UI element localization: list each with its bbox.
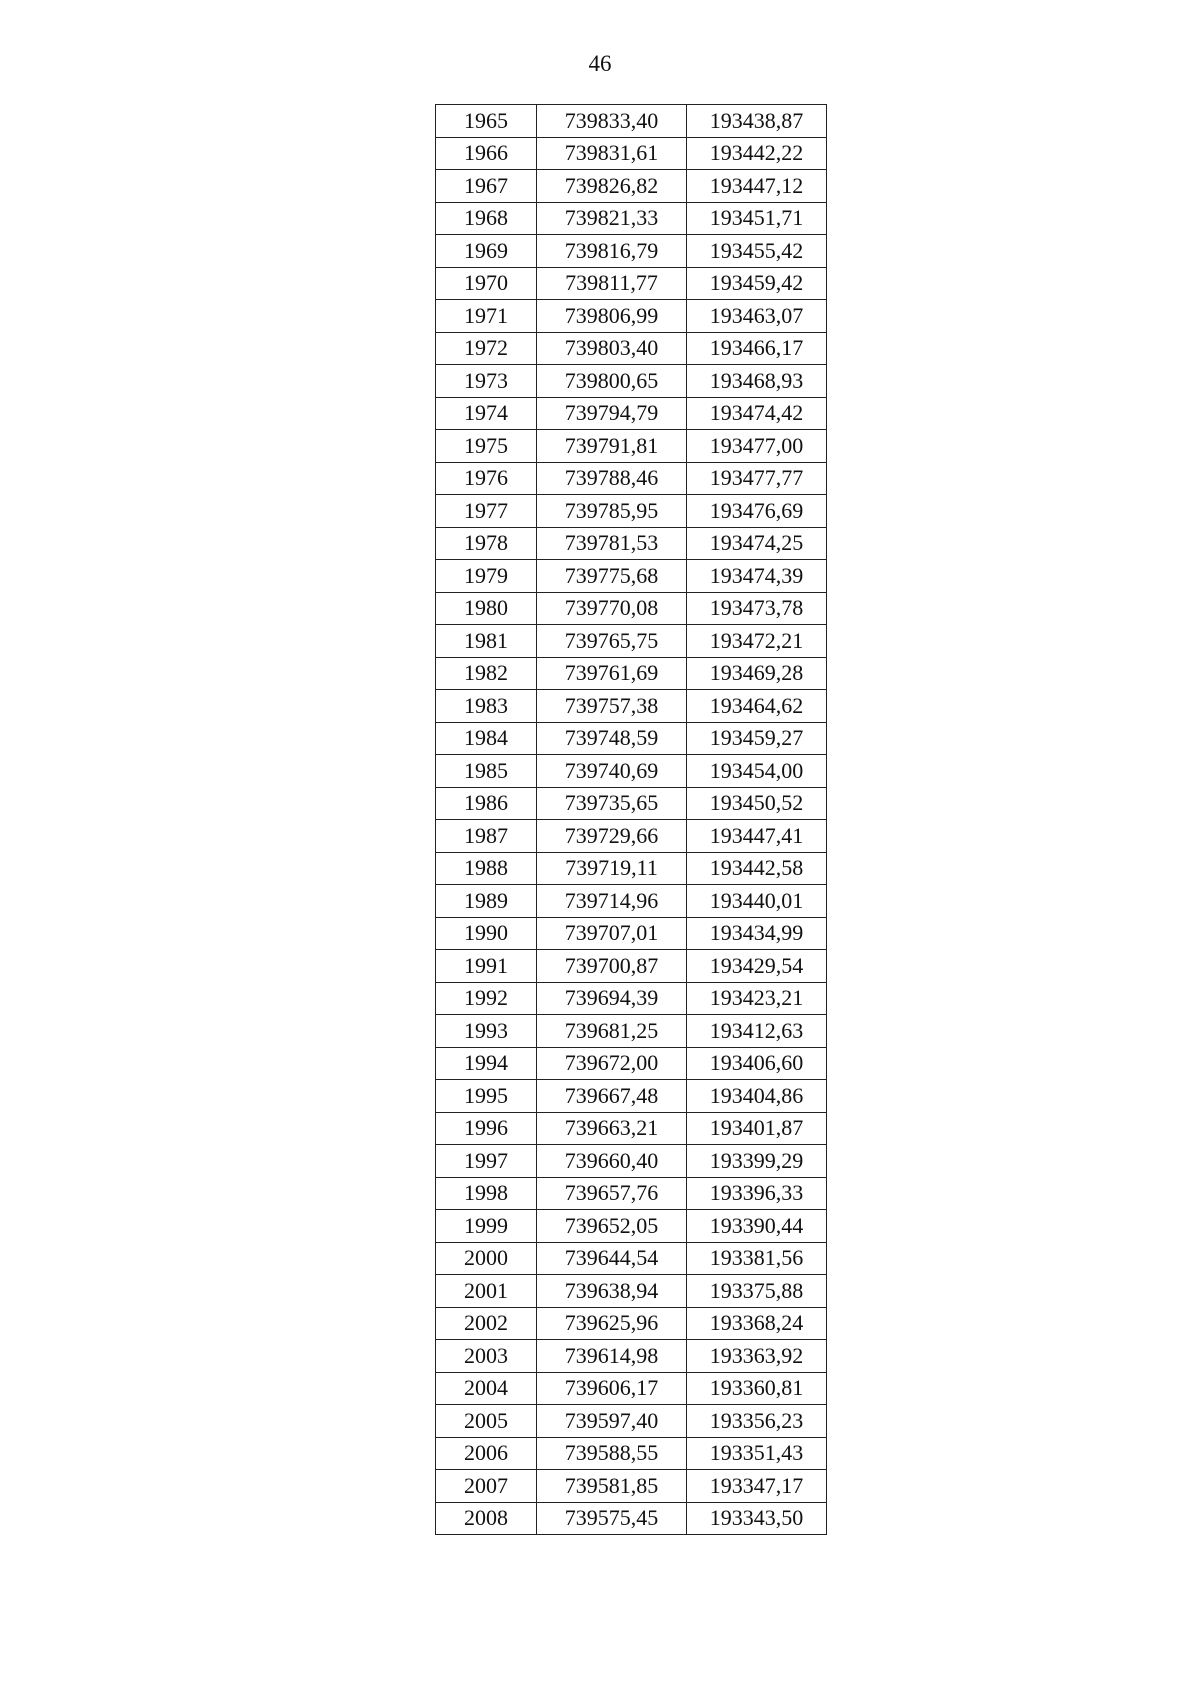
y-coordinate-cell: 193454,00 [687, 755, 827, 788]
table-row [436, 235, 827, 268]
y-coordinate-cell: 193429,54 [687, 950, 827, 983]
table-row [436, 1275, 827, 1308]
point-number-cell: 1977 [436, 495, 537, 528]
point-number-cell: 1976 [436, 462, 537, 495]
table-row [436, 690, 827, 723]
x-coordinate-cell: 739672,00 [537, 1047, 687, 1080]
x-coordinate-cell: 739748,59 [537, 722, 687, 755]
point-number-cell: 1987 [436, 820, 537, 853]
x-coordinate-cell: 739794,79 [537, 397, 687, 430]
x-coordinate-cell: 739660,40 [537, 1145, 687, 1178]
point-number-cell: 2001 [436, 1275, 537, 1308]
x-coordinate-cell: 739714,96 [537, 885, 687, 918]
table-row [436, 397, 827, 430]
y-coordinate-cell: 193474,25 [687, 527, 827, 560]
point-number-cell: 1967 [436, 170, 537, 203]
y-coordinate-cell: 193466,17 [687, 332, 827, 365]
table-row [436, 202, 827, 235]
point-number-cell: 1985 [436, 755, 537, 788]
point-number-cell: 1991 [436, 950, 537, 983]
y-coordinate-cell: 193451,71 [687, 202, 827, 235]
x-coordinate-cell: 739667,48 [537, 1080, 687, 1113]
x-coordinate-cell: 739657,76 [537, 1177, 687, 1210]
point-number-cell: 1997 [436, 1145, 537, 1178]
y-coordinate-cell: 193351,43 [687, 1437, 827, 1470]
y-coordinate-cell: 193477,00 [687, 430, 827, 463]
point-number-cell: 1971 [436, 300, 537, 333]
x-coordinate-cell: 739597,40 [537, 1405, 687, 1438]
y-coordinate-cell: 193423,21 [687, 982, 827, 1015]
x-coordinate-cell: 739707,01 [537, 917, 687, 950]
table-row [436, 105, 827, 138]
x-coordinate-cell: 739821,33 [537, 202, 687, 235]
table-row [436, 267, 827, 300]
x-coordinate-cell: 739729,66 [537, 820, 687, 853]
point-number-cell: 1998 [436, 1177, 537, 1210]
point-number-cell: 1970 [436, 267, 537, 300]
y-coordinate-cell: 193343,50 [687, 1502, 827, 1535]
table-row [436, 1177, 827, 1210]
x-coordinate-cell: 739788,46 [537, 462, 687, 495]
table-row [436, 430, 827, 463]
table-row [436, 1080, 827, 1113]
table-row [436, 1047, 827, 1080]
table-row [436, 1372, 827, 1405]
point-number-cell: 1999 [436, 1210, 537, 1243]
table-row [436, 170, 827, 203]
y-coordinate-cell: 193438,87 [687, 105, 827, 138]
x-coordinate-cell: 739811,77 [537, 267, 687, 300]
point-number-cell: 1996 [436, 1112, 537, 1145]
y-coordinate-cell: 193412,63 [687, 1015, 827, 1048]
table-row [436, 1340, 827, 1373]
x-coordinate-cell: 739785,95 [537, 495, 687, 528]
x-coordinate-cell: 739740,69 [537, 755, 687, 788]
x-coordinate-cell: 739614,98 [537, 1340, 687, 1373]
point-number-cell: 1995 [436, 1080, 537, 1113]
point-number-cell: 1979 [436, 560, 537, 593]
table-row [436, 527, 827, 560]
point-number-cell: 1993 [436, 1015, 537, 1048]
y-coordinate-cell: 193406,60 [687, 1047, 827, 1080]
y-coordinate-cell: 193440,01 [687, 885, 827, 918]
x-coordinate-cell: 739606,17 [537, 1372, 687, 1405]
table-row [436, 625, 827, 658]
table-row [436, 300, 827, 333]
y-coordinate-cell: 193455,42 [687, 235, 827, 268]
point-number-cell: 1968 [436, 202, 537, 235]
x-coordinate-cell: 739831,61 [537, 137, 687, 170]
x-coordinate-cell: 739791,81 [537, 430, 687, 463]
y-coordinate-cell: 193447,12 [687, 170, 827, 203]
table-row [436, 917, 827, 950]
point-number-cell: 2005 [436, 1405, 537, 1438]
point-number-cell: 1972 [436, 332, 537, 365]
point-number-cell: 1982 [436, 657, 537, 690]
y-coordinate-cell: 193476,69 [687, 495, 827, 528]
point-number-cell: 2006 [436, 1437, 537, 1470]
table-row [436, 982, 827, 1015]
table-row [436, 1470, 827, 1503]
y-coordinate-cell: 193459,27 [687, 722, 827, 755]
y-coordinate-cell: 193474,42 [687, 397, 827, 430]
table-row [436, 1112, 827, 1145]
y-coordinate-cell: 193464,62 [687, 690, 827, 723]
table-row [436, 1210, 827, 1243]
table-row [436, 1502, 827, 1535]
table-row [436, 332, 827, 365]
table-row [436, 1145, 827, 1178]
point-number-cell: 1969 [436, 235, 537, 268]
x-coordinate-cell: 739781,53 [537, 527, 687, 560]
point-number-cell: 1994 [436, 1047, 537, 1080]
point-number-cell: 1966 [436, 137, 537, 170]
y-coordinate-cell: 193401,87 [687, 1112, 827, 1145]
x-coordinate-cell: 739757,38 [537, 690, 687, 723]
point-number-cell: 2000 [436, 1242, 537, 1275]
x-coordinate-cell: 739681,25 [537, 1015, 687, 1048]
table-row [436, 137, 827, 170]
table-row [436, 462, 827, 495]
x-coordinate-cell: 739761,69 [537, 657, 687, 690]
y-coordinate-cell: 193381,56 [687, 1242, 827, 1275]
y-coordinate-cell: 193447,41 [687, 820, 827, 853]
x-coordinate-cell: 739625,96 [537, 1307, 687, 1340]
coordinates-table [435, 104, 827, 1535]
y-coordinate-cell: 193399,29 [687, 1145, 827, 1178]
table-row [436, 820, 827, 853]
point-number-cell: 1984 [436, 722, 537, 755]
point-number-cell: 1988 [436, 852, 537, 885]
point-number-cell: 1986 [436, 787, 537, 820]
x-coordinate-cell: 739803,40 [537, 332, 687, 365]
x-coordinate-cell: 739581,85 [537, 1470, 687, 1503]
point-number-cell: 1981 [436, 625, 537, 658]
table-row [436, 560, 827, 593]
point-number-cell: 1978 [436, 527, 537, 560]
x-coordinate-cell: 739694,39 [537, 982, 687, 1015]
x-coordinate-cell: 739575,45 [537, 1502, 687, 1535]
table-row [436, 1307, 827, 1340]
y-coordinate-cell: 193347,17 [687, 1470, 827, 1503]
y-coordinate-cell: 193375,88 [687, 1275, 827, 1308]
table-row [436, 722, 827, 755]
y-coordinate-cell: 193363,92 [687, 1340, 827, 1373]
table-row [436, 1242, 827, 1275]
table-row [436, 755, 827, 788]
table-row [436, 1015, 827, 1048]
x-coordinate-cell: 739833,40 [537, 105, 687, 138]
x-coordinate-cell: 739638,94 [537, 1275, 687, 1308]
y-coordinate-cell: 193356,23 [687, 1405, 827, 1438]
x-coordinate-cell: 739806,99 [537, 300, 687, 333]
x-coordinate-cell: 739826,82 [537, 170, 687, 203]
y-coordinate-cell: 193463,07 [687, 300, 827, 333]
y-coordinate-cell: 193472,21 [687, 625, 827, 658]
y-coordinate-cell: 193404,86 [687, 1080, 827, 1113]
point-number-cell: 1974 [436, 397, 537, 430]
table-row [436, 365, 827, 398]
point-number-cell: 1973 [436, 365, 537, 398]
y-coordinate-cell: 193473,78 [687, 592, 827, 625]
table-row [436, 1437, 827, 1470]
x-coordinate-cell: 739765,75 [537, 625, 687, 658]
x-coordinate-cell: 739663,21 [537, 1112, 687, 1145]
table-row [436, 950, 827, 983]
table-row [436, 495, 827, 528]
x-coordinate-cell: 739652,05 [537, 1210, 687, 1243]
y-coordinate-cell: 193469,28 [687, 657, 827, 690]
table-row [436, 592, 827, 625]
point-number-cell: 2007 [436, 1470, 537, 1503]
x-coordinate-cell: 739816,79 [537, 235, 687, 268]
table-row [436, 885, 827, 918]
point-number-cell: 2003 [436, 1340, 537, 1373]
y-coordinate-cell: 193468,93 [687, 365, 827, 398]
y-coordinate-cell: 193360,81 [687, 1372, 827, 1405]
x-coordinate-cell: 739770,08 [537, 592, 687, 625]
table-row [436, 787, 827, 820]
y-coordinate-cell: 193396,33 [687, 1177, 827, 1210]
table-row [436, 1405, 827, 1438]
y-coordinate-cell: 193434,99 [687, 917, 827, 950]
point-number-cell: 1989 [436, 885, 537, 918]
point-number-cell: 1983 [436, 690, 537, 723]
x-coordinate-cell: 739719,11 [537, 852, 687, 885]
y-coordinate-cell: 193368,24 [687, 1307, 827, 1340]
y-coordinate-cell: 193442,58 [687, 852, 827, 885]
point-number-cell: 1965 [436, 105, 537, 138]
point-number-cell: 2008 [436, 1502, 537, 1535]
point-number-cell: 1990 [436, 917, 537, 950]
point-number-cell: 1992 [436, 982, 537, 1015]
x-coordinate-cell: 739700,87 [537, 950, 687, 983]
point-number-cell: 2004 [436, 1372, 537, 1405]
point-number-cell: 1975 [436, 430, 537, 463]
x-coordinate-cell: 739644,54 [537, 1242, 687, 1275]
y-coordinate-cell: 193459,42 [687, 267, 827, 300]
y-coordinate-cell: 193477,77 [687, 462, 827, 495]
page-number: 46 [588, 51, 612, 76]
y-coordinate-cell: 193474,39 [687, 560, 827, 593]
y-coordinate-cell: 193390,44 [687, 1210, 827, 1243]
y-coordinate-cell: 193450,52 [687, 787, 827, 820]
coordinates-table-body [436, 105, 827, 1535]
x-coordinate-cell: 739735,65 [537, 787, 687, 820]
table-row [436, 657, 827, 690]
point-number-cell: 1980 [436, 592, 537, 625]
y-coordinate-cell: 193442,22 [687, 137, 827, 170]
point-number-cell: 2002 [436, 1307, 537, 1340]
x-coordinate-cell: 739588,55 [537, 1437, 687, 1470]
x-coordinate-cell: 739800,65 [537, 365, 687, 398]
x-coordinate-cell: 739775,68 [537, 560, 687, 593]
table-row [436, 852, 827, 885]
